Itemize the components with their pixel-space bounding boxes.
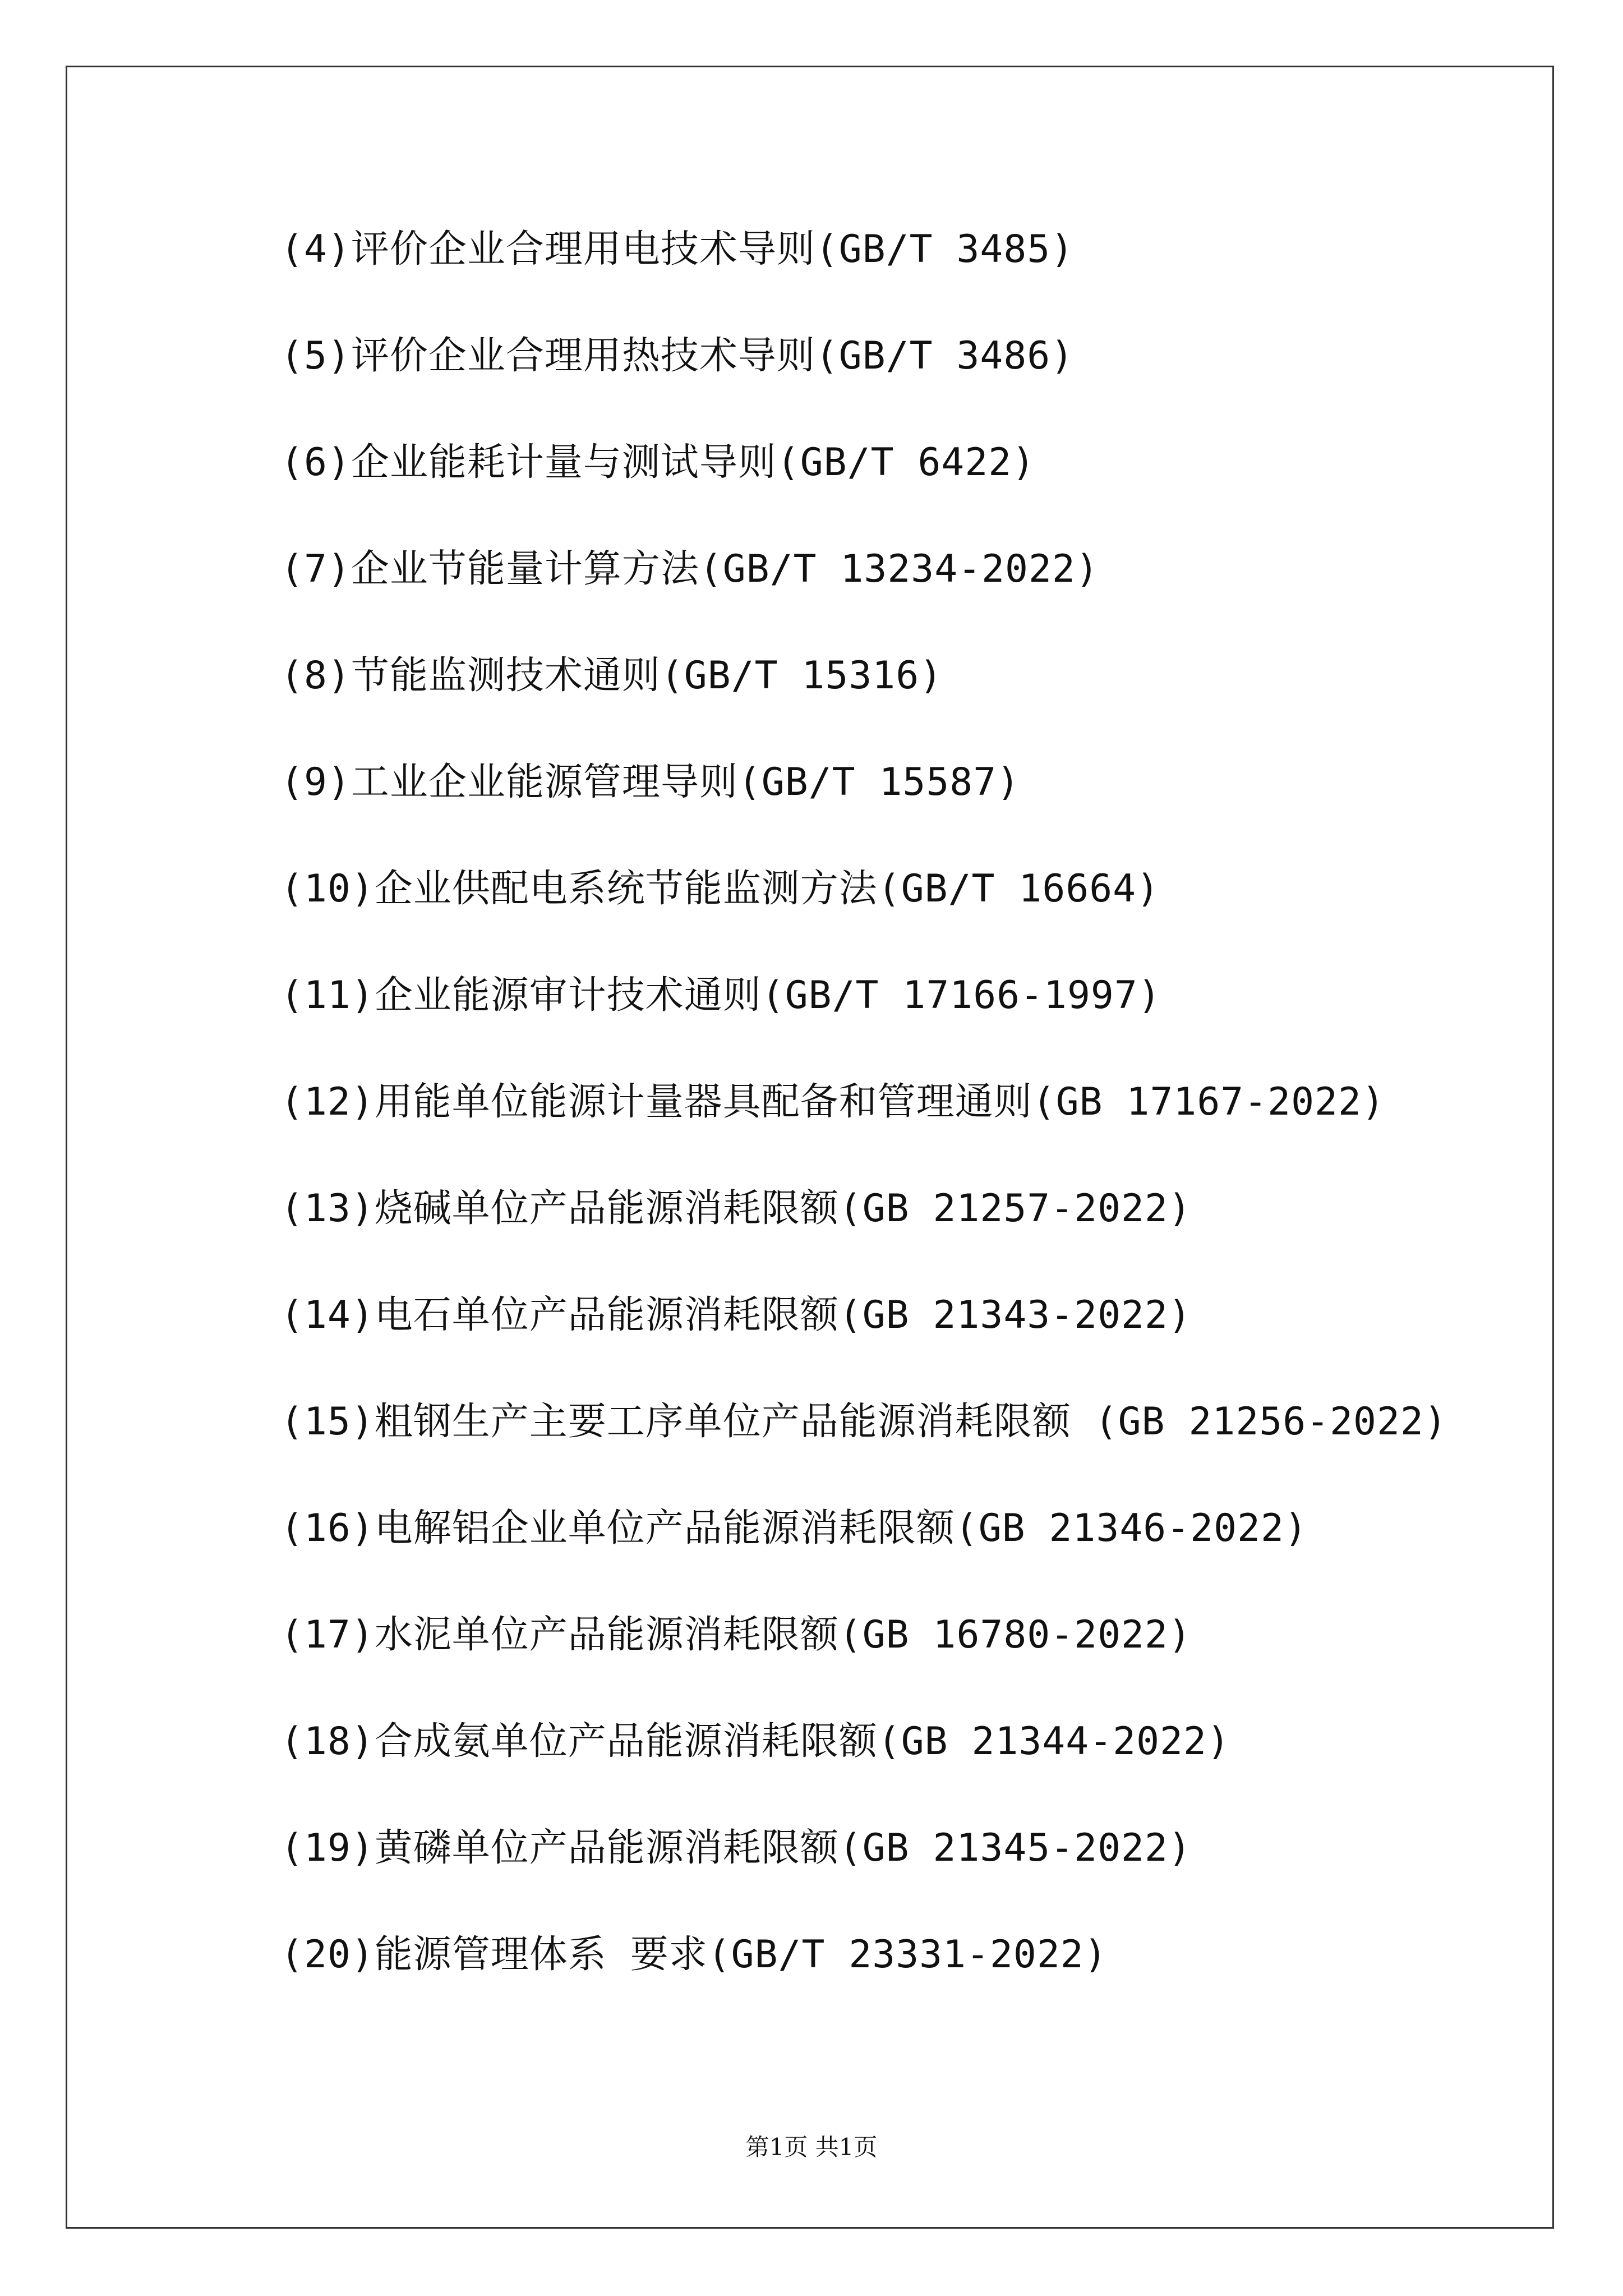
list-item: (16)电解铝企业单位产品能源消耗限额(GB 21346-2022)	[280, 1506, 1308, 1550]
list-item: (5)评价企业合理用热技术导则(GB/T 3486)	[280, 334, 1075, 378]
list-item: (14)电石单位产品能源消耗限额(GB 21343-2022)	[280, 1293, 1192, 1337]
list-item: (19)黄磷单位产品能源消耗限额(GB 21345-2022)	[280, 1826, 1192, 1870]
list-item: (12)用能单位能源计量器具配备和管理通则(GB 17167-2022)	[280, 1080, 1385, 1124]
list-item: (9)工业企业能源管理导则(GB/T 15587)	[280, 760, 1021, 804]
list-item: (4)评价企业合理用电技术导则(GB/T 3485)	[280, 227, 1075, 272]
standards-list	[280, 222, 1514, 2033]
list-item: (15)粗钢生产主要工序单位产品能源消耗限额 (GB 21256-2022)	[280, 1400, 1447, 1444]
list-item: (13)烧碱单位产品能源消耗限额(GB 21257-2022)	[280, 1186, 1192, 1231]
list-item: (7)企业节能量计算方法(GB/T 13234-2022)	[280, 547, 1099, 591]
list-item: (6)企业能耗计量与测试导则(GB/T 6422)	[280, 440, 1036, 485]
list-item: (20)能源管理体系 要求(GB/T 23331-2022)	[280, 1932, 1108, 1977]
list-item: (18)合成氨单位产品能源消耗限额(GB 21344-2022)	[280, 1719, 1230, 1764]
list-item: (11)企业能源审计技术通则(GB/T 17166-1997)	[280, 973, 1161, 1018]
list-item: (10)企业供配电系统节能监测方法(GB/T 16664)	[280, 867, 1160, 911]
list-item: (17)水泥单位产品能源消耗限额(GB 16780-2022)	[280, 1613, 1192, 1657]
list-item: (8)节能监测技术通则(GB/T 15316)	[280, 654, 943, 698]
page-footer: 第1页 共1页	[745, 2133, 878, 2161]
